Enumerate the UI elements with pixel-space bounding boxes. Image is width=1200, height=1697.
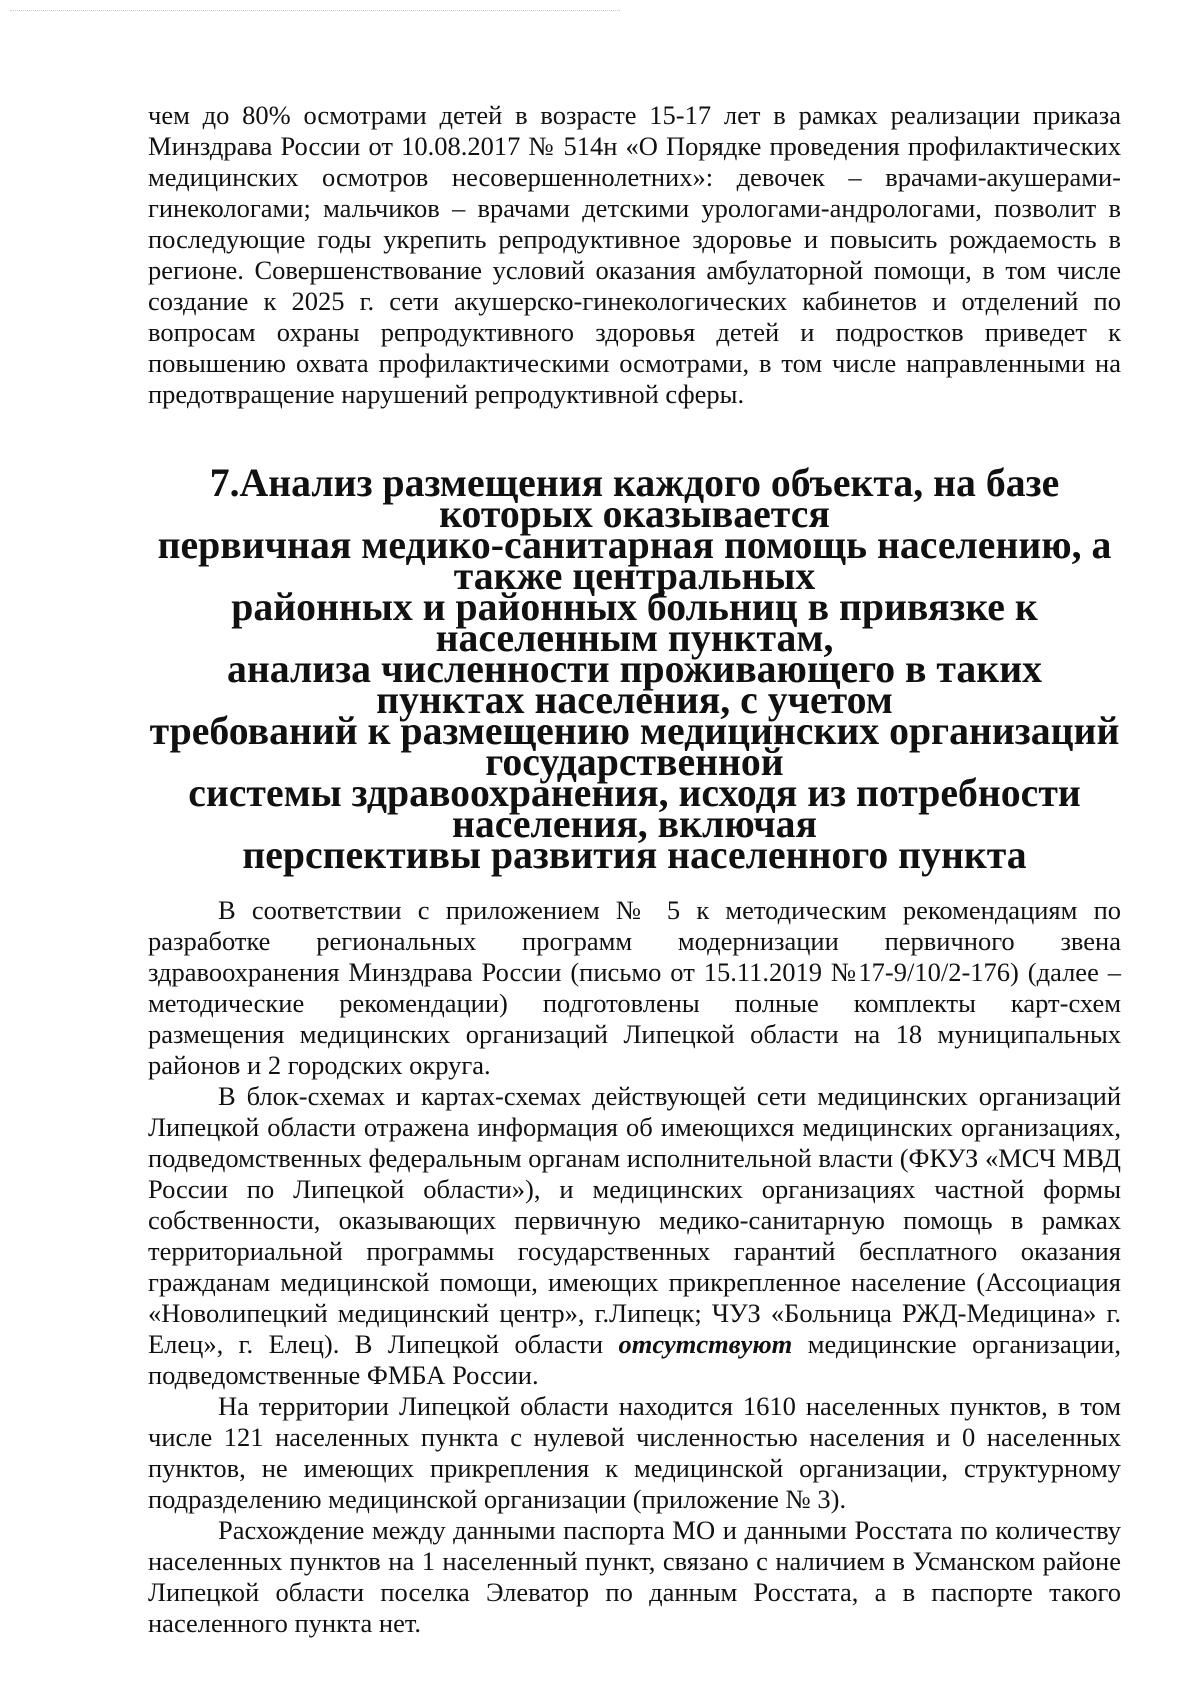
body-paragraph-settlements: На территории Липецкой области находится 1610 населенных пунктов, в том числе 121 населенных пункта с нулевой численностью населения и 0 населенных пунктов, не имеющих прикрепления к медицинской организации, структурному подразделению медицинской организации (приложение № 3). xyxy=(148,1391,1121,1514)
emphasis-text: отсутствуют xyxy=(618,1329,793,1359)
body-paragraph-schemes xyxy=(148,1081,1121,1391)
section-heading-line: анализа численности проживающего в таких пунктах населения, с учетом xyxy=(227,647,1042,722)
document-page xyxy=(148,100,1121,1639)
section-heading-line: системы здравоохранения, исходя из потребности населения, включая xyxy=(188,771,1081,846)
body-text: В блок-схемах и картах-схемах действующей сети медицинских организаций Липецкой области отражена информация об имеющихся медицинских организациях, подведомственных федеральным органам исполнительной власти (ФКУЗ «МСЧ МВД России по Липецкой области»), и медицинских организациях частной формы собственности, оказывающих первичную медико-санитарную помощь в рамках территориальной программы государственных гарантий бесплатного оказания гражданам медицинской помощи, имеющих прикрепленное население (Ассоциация «Новолипецкий медицинский центр», г.Липецк; ЧУЗ «Больница РЖД-Медицина» г. Елец», г. Елец). В Липецкой области xyxy=(148,1081,1121,1359)
section-heading-line: требований к размещению медицинских организаций государственной xyxy=(149,709,1120,784)
body-paragraph-discrepancy: Расхождение между данными паспорта МО и данными Росстата по количеству населенных пунктов на 1 населенный пункт, связано с наличием в Усманском районе Липецкой области поселка Элеватор по данным Росстата, а в паспорте такого населенного пункта нет. xyxy=(148,1515,1121,1638)
scan-edge-mark xyxy=(10,10,620,11)
section-heading-line: 7.Анализ размещения каждого объекта, на базе которых оказывается xyxy=(209,461,1060,536)
section-heading-line: районных и районных больниц в привязке к населенным пунктам, xyxy=(231,585,1038,660)
body-paragraph-methodology: В соответствии с приложением № 5 к методическим рекомендациям по разработке региональных программ модернизации первичного звена здравоохранения Минздрава России (письмо от 15.11.2019 №17-9/10/2-176) (далее – методические рекомендации) подготовлены полные комплекты карт-схем размещения медицинских организаций Липецкой области на 18 муниципальных районов и 2 городских округа. xyxy=(148,895,1121,1080)
section-heading-line: первичная медико-санитарная помощь населению, а также центральных xyxy=(157,523,1112,598)
intro-paragraph: чем до 80% осмотрами детей в возрасте 15-17 лет в рамках реализации приказа Минздрава России от 10.08.2017 № 514н «О Порядке проведения профилактических медицинских осмотров несовершеннолетних»: девочек – врачами-акушерами-гинекологами; мальчиков – врачами детскими урологами-андрологами, позволит в последующие годы укрепить репродуктивное здоровье и повысить рождаемость в регионе. Совершенствование условий оказания амбулаторной помощи, в том числе создание к 2025 г. сети акушерско-гинекологических кабинетов и отделений по вопросам охраны репродуктивного здоровья детей и подростков приведет к повышению охвата профилактическими осмотрами, в том числе направленными на предотвращение нарушений репродуктивной сферы. xyxy=(148,100,1121,409)
section-heading-line: перспективы развития населенного пункта xyxy=(242,833,1027,877)
section-heading xyxy=(148,461,1121,877)
body-text: медицинские организации, подведомственные ФМБА России. xyxy=(148,1329,1121,1390)
